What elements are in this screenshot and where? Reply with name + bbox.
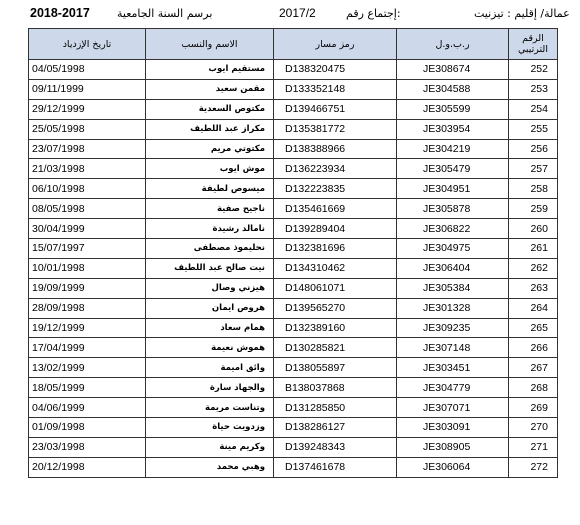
table-row: [29, 338, 558, 358]
full-name-cell: هروص ايمان: [146, 298, 274, 318]
rbol-cell: JE307071: [397, 398, 509, 418]
full-name-cell: مكتوص السعدية: [146, 99, 274, 119]
full-name-cell: نيت صالح عبد اللطيف: [146, 258, 274, 278]
full-name-cell: مستقيم ايوب: [146, 60, 274, 80]
rank-cell: 263: [509, 278, 558, 298]
birth-date-cell: 04/05/1998: [29, 60, 146, 80]
rbol-cell: JE305599: [397, 99, 509, 119]
massar-code-cell: D139289404: [274, 219, 397, 239]
rbol-cell: JE304951: [397, 179, 509, 199]
table-row: [29, 159, 558, 179]
rank-cell: 262: [509, 258, 558, 278]
students-table-wrapper: [28, 28, 557, 478]
full-name-cell: نامالد رشيدة: [146, 219, 274, 239]
birth-date-cell: 29/12/1999: [29, 99, 146, 119]
birth-date-cell: 06/10/1998: [29, 179, 146, 199]
massar-code-cell: D135381772: [274, 119, 397, 139]
table-row: [29, 139, 558, 159]
rbol-cell: JE304779: [397, 378, 509, 398]
massar-code-cell: D134310462: [274, 258, 397, 278]
rbol-cell: JE305384: [397, 278, 509, 298]
rank-cell: 272: [509, 457, 558, 477]
birth-date-cell: 01/09/1998: [29, 418, 146, 438]
full-name-cell: وائق اميمة: [146, 358, 274, 378]
massar-code-cell: D139565270: [274, 298, 397, 318]
rbol-cell: JE304588: [397, 79, 509, 99]
birth-date-cell: 23/07/1998: [29, 139, 146, 159]
birth-date-cell: 19/09/1999: [29, 278, 146, 298]
full-name-cell: هيزني وصال: [146, 278, 274, 298]
full-name-cell: ميسوص لطيفة: [146, 179, 274, 199]
rbol-cell: JE305479: [397, 159, 509, 179]
massar-code-cell: D131285850: [274, 398, 397, 418]
massar-code-cell: D138286127: [274, 418, 397, 438]
table-head: [29, 29, 558, 60]
massar-code-cell: D139248343: [274, 437, 397, 457]
massar-code-cell: D138055897: [274, 358, 397, 378]
birth-date-cell: 08/05/1998: [29, 199, 146, 219]
rank-cell: 255: [509, 119, 558, 139]
table-row: [29, 298, 558, 318]
full-name-cell: موش ايوب: [146, 159, 274, 179]
table-row: [29, 358, 558, 378]
birth-date-cell: 13/02/1999: [29, 358, 146, 378]
full-name-cell: والجهاد سارة: [146, 378, 274, 398]
full-name-cell: وزدويت حياة: [146, 418, 274, 438]
academic-year: 2018-2017: [30, 6, 90, 20]
rank-cell: 261: [509, 239, 558, 259]
rbol-cell: JE307148: [397, 338, 509, 358]
rbol-cell: JE301328: [397, 298, 509, 318]
rbol-cell: JE306404: [397, 258, 509, 278]
rank-cell: 260: [509, 219, 558, 239]
rank-cell: 270: [509, 418, 558, 438]
birth-date-cell: 23/03/1998: [29, 437, 146, 457]
massar-code-cell: D132389160: [274, 318, 397, 338]
table-row: [29, 378, 558, 398]
meeting-number-label: إجتماع رقم:: [346, 7, 401, 20]
table-row: [29, 119, 558, 139]
table-body: [29, 60, 558, 478]
massar-code-cell: D138388966: [274, 139, 397, 159]
column-header-full-name: الاسم والنسب: [146, 29, 274, 60]
rbol-cell: JE308905: [397, 437, 509, 457]
birth-date-cell: 15/07/1997: [29, 239, 146, 259]
birth-date-cell: 21/03/1998: [29, 159, 146, 179]
column-header-rank: الرقم الترتيبي: [509, 29, 558, 60]
rbol-cell: JE303091: [397, 418, 509, 438]
rank-cell: 268: [509, 378, 558, 398]
full-name-cell: هموش نعيمة: [146, 338, 274, 358]
table-row: [29, 199, 558, 219]
rank-cell: 266: [509, 338, 558, 358]
full-name-cell: مقمن سعيد: [146, 79, 274, 99]
academic-year-label: برسم السنة الجامعية: [117, 7, 213, 20]
birth-date-cell: 09/11/1999: [29, 79, 146, 99]
full-name-cell: مكراز عبد اللطيف: [146, 119, 274, 139]
table-row: [29, 60, 558, 80]
table-row: [29, 278, 558, 298]
full-name-cell: وكريم مينة: [146, 437, 274, 457]
birth-date-cell: 10/01/1998: [29, 258, 146, 278]
rank-cell: 258: [509, 179, 558, 199]
full-name-cell: همام سعاد: [146, 318, 274, 338]
rbol-cell: JE304975: [397, 239, 509, 259]
column-header-rbol: ر.ب.و.ل: [397, 29, 509, 60]
document-header: [0, 0, 580, 28]
birth-date-cell: 17/04/1999: [29, 338, 146, 358]
full-name-cell: ناجيح صفية: [146, 199, 274, 219]
massar-code-cell: D133352148: [274, 79, 397, 99]
table-header-row: [29, 29, 558, 60]
massar-code-cell: D139466751: [274, 99, 397, 119]
rank-cell: 269: [509, 398, 558, 418]
birth-date-cell: 28/09/1998: [29, 298, 146, 318]
massar-code-cell: D135461669: [274, 199, 397, 219]
massar-code-cell: D136223934: [274, 159, 397, 179]
full-name-cell: مكتوتي مريم: [146, 139, 274, 159]
full-name-cell: وتناست مريمة: [146, 398, 274, 418]
table-row: [29, 179, 558, 199]
massar-code-cell: D132223835: [274, 179, 397, 199]
rbol-cell: JE303451: [397, 358, 509, 378]
rank-cell: 253: [509, 79, 558, 99]
region-label: عمالة/ إقليم : تيزنيت: [474, 7, 570, 20]
massar-code-cell: B138037868: [274, 378, 397, 398]
massar-code-cell: D138320475: [274, 60, 397, 80]
massar-code-cell: D132381696: [274, 239, 397, 259]
rbol-cell: JE305878: [397, 199, 509, 219]
table-row: [29, 258, 558, 278]
massar-code-cell: D137461678: [274, 457, 397, 477]
birth-date-cell: 04/06/1999: [29, 398, 146, 418]
massar-code-cell: D148061071: [274, 278, 397, 298]
table-row: [29, 457, 558, 477]
full-name-cell: نحليموذ مصطفى: [146, 239, 274, 259]
column-header-birth-date: تاريخ الإزدياد: [29, 29, 146, 60]
birth-date-cell: 25/05/1998: [29, 119, 146, 139]
full-name-cell: وهبي محمد: [146, 457, 274, 477]
rbol-cell: JE306822: [397, 219, 509, 239]
students-table: [28, 28, 558, 478]
rank-cell: 257: [509, 159, 558, 179]
rbol-cell: JE304219: [397, 139, 509, 159]
birth-date-cell: 20/12/1998: [29, 457, 146, 477]
table-row: [29, 318, 558, 338]
table-row: [29, 99, 558, 119]
rank-cell: 265: [509, 318, 558, 338]
table-row: [29, 398, 558, 418]
rbol-cell: JE303954: [397, 119, 509, 139]
table-row: [29, 437, 558, 457]
rank-cell: 267: [509, 358, 558, 378]
rank-cell: 271: [509, 437, 558, 457]
birth-date-cell: 19/12/1999: [29, 318, 146, 338]
meeting-number: 2017/2: [279, 6, 316, 20]
column-header-massar-code: رمز مسار: [274, 29, 397, 60]
massar-code-cell: D130285821: [274, 338, 397, 358]
rank-cell: 252: [509, 60, 558, 80]
birth-date-cell: 30/04/1999: [29, 219, 146, 239]
table-row: [29, 219, 558, 239]
table-row: [29, 239, 558, 259]
rank-cell: 259: [509, 199, 558, 219]
table-row: [29, 418, 558, 438]
rbol-cell: JE306064: [397, 457, 509, 477]
rbol-cell: JE308674: [397, 60, 509, 80]
rbol-cell: JE309235: [397, 318, 509, 338]
rank-cell: 264: [509, 298, 558, 318]
rank-cell: 254: [509, 99, 558, 119]
table-row: [29, 79, 558, 99]
birth-date-cell: 18/05/1999: [29, 378, 146, 398]
rank-cell: 256: [509, 139, 558, 159]
